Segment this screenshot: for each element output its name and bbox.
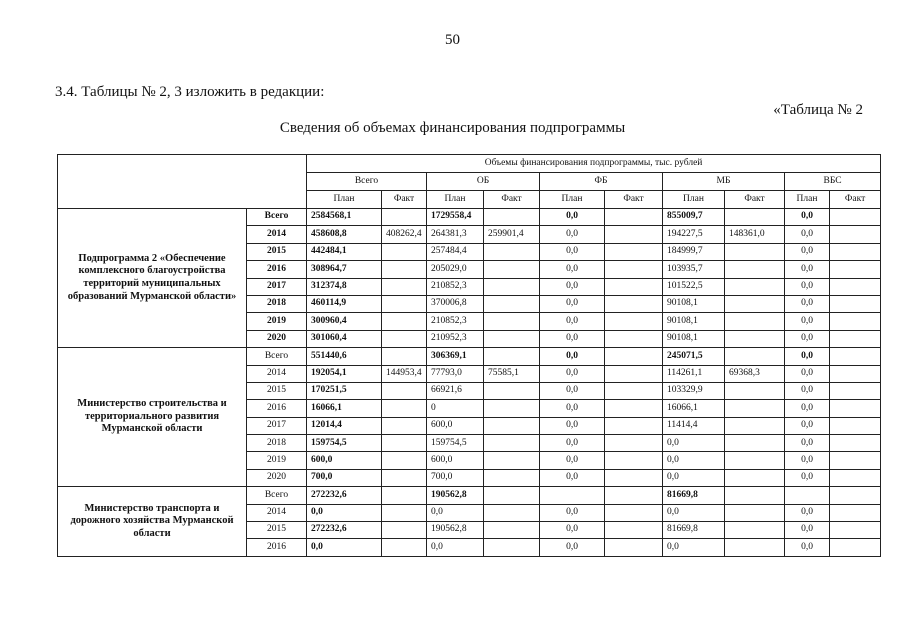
row-year: 2015 [247, 243, 307, 260]
table-cell: 184999,7 [663, 243, 725, 260]
table-cell: 0,0 [540, 209, 605, 226]
table-cell [382, 400, 427, 417]
table-cell [605, 209, 663, 226]
table-cell [830, 330, 881, 347]
table-cell: 0,0 [785, 522, 830, 539]
table-cell: 210852,3 [427, 278, 484, 295]
table-cell: 0,0 [540, 261, 605, 278]
page-number: 50 [445, 32, 460, 48]
row-year: 2017 [247, 278, 307, 295]
table-cell: 306369,1 [427, 348, 484, 365]
table-cell: 0,0 [663, 469, 725, 486]
table-cell: 0,0 [540, 504, 605, 521]
table-cell [605, 522, 663, 539]
table-cell: 0,0 [427, 504, 484, 521]
header-plan: План [785, 191, 830, 209]
table-cell [830, 435, 881, 452]
table-cell [484, 469, 540, 486]
table-cell: 205029,0 [427, 261, 484, 278]
row-year: Всего [247, 348, 307, 365]
table-cell: 600,0 [427, 417, 484, 434]
table-cell [605, 330, 663, 347]
table-cell [725, 417, 785, 434]
row-year: 2014 [247, 226, 307, 243]
row-year: 2019 [247, 313, 307, 330]
table-cell [382, 539, 427, 556]
table-cell: 0,0 [663, 504, 725, 521]
table-cell [830, 278, 881, 295]
table-cell [382, 522, 427, 539]
row-year: 2020 [247, 469, 307, 486]
table-cell [725, 522, 785, 539]
table-cell [725, 539, 785, 556]
table-cell [605, 278, 663, 295]
header-group-mb: МБ [663, 173, 785, 191]
table-cell: 0,0 [785, 295, 830, 312]
table-cell: 77793,0 [427, 365, 484, 382]
table-cell [605, 400, 663, 417]
table-cell: 442484,1 [307, 243, 382, 260]
table-cell [830, 348, 881, 365]
table-cell [484, 209, 540, 226]
table-cell [484, 504, 540, 521]
table-cell [605, 382, 663, 399]
table-cell: 2584568,1 [307, 209, 382, 226]
table-cell [725, 487, 785, 504]
table-cell: 103935,7 [663, 261, 725, 278]
header-group-vbs: ВБС [785, 173, 881, 191]
table-cell: 11414,4 [663, 417, 725, 434]
table-cell [830, 504, 881, 521]
header-main: Объемы финансирования подпрограммы, тыс. рублей [307, 155, 881, 173]
row-year: 2015 [247, 522, 307, 539]
table-cell: 0,0 [427, 539, 484, 556]
header-corner [58, 155, 307, 209]
table-cell: 75585,1 [484, 365, 540, 382]
table-cell: 0,0 [785, 226, 830, 243]
table-cell [605, 487, 663, 504]
table-cell: 192054,1 [307, 365, 382, 382]
table-cell: 272232,6 [307, 522, 382, 539]
table-cell: 700,0 [427, 469, 484, 486]
block-name: Министерство транспорта и дорожного хозяйства Мурманской области [58, 487, 247, 557]
table-cell: 190562,8 [427, 487, 484, 504]
table-cell: 0,0 [785, 400, 830, 417]
table-cell [830, 400, 881, 417]
table-cell: 1729558,4 [427, 209, 484, 226]
table-cell: 600,0 [307, 452, 382, 469]
row-year: 2016 [247, 539, 307, 556]
table-cell: 551440,6 [307, 348, 382, 365]
table-cell [484, 313, 540, 330]
table-cell [605, 435, 663, 452]
table-cell: 90108,1 [663, 295, 725, 312]
table-cell [382, 417, 427, 434]
table-cell: 700,0 [307, 469, 382, 486]
table-cell: 0,0 [540, 382, 605, 399]
table-cell: 0,0 [785, 209, 830, 226]
table-cell: 301060,4 [307, 330, 382, 347]
table-cell: 144953,4 [382, 365, 427, 382]
table-cell [605, 539, 663, 556]
table-cell [830, 382, 881, 399]
row-year: 2017 [247, 417, 307, 434]
row-year: 2020 [247, 330, 307, 347]
table-cell [484, 330, 540, 347]
table-cell: 408262,4 [382, 226, 427, 243]
table-cell: 194227,5 [663, 226, 725, 243]
table-cell: 312374,8 [307, 278, 382, 295]
table-cell: 0,0 [663, 435, 725, 452]
table-cell [725, 504, 785, 521]
table-cell [725, 330, 785, 347]
table-cell: 0,0 [540, 313, 605, 330]
table-cell: 0,0 [785, 261, 830, 278]
table-cell: 159754,5 [427, 435, 484, 452]
table-cell: 257484,4 [427, 243, 484, 260]
table-cell [830, 452, 881, 469]
table-cell: 458608,8 [307, 226, 382, 243]
header-fact: Факт [382, 191, 427, 209]
table-cell [725, 243, 785, 260]
table-cell [605, 452, 663, 469]
table-cell: 855009,7 [663, 209, 725, 226]
row-year: 2014 [247, 365, 307, 382]
table-cell [605, 313, 663, 330]
header-plan: План [427, 191, 484, 209]
document-title: Сведения об объемах финансирования подпрограммы [279, 120, 626, 136]
row-year: 2018 [247, 435, 307, 452]
table-cell: 272232,6 [307, 487, 382, 504]
table-cell [725, 400, 785, 417]
table-cell [484, 261, 540, 278]
table-cell: 0,0 [785, 278, 830, 295]
row-year: 2018 [247, 295, 307, 312]
table-cell [382, 278, 427, 295]
row-year: Всего [247, 487, 307, 504]
table-cell [830, 487, 881, 504]
table-cell [484, 452, 540, 469]
table-cell: 0,0 [785, 243, 830, 260]
table-cell: 81669,8 [663, 522, 725, 539]
table-cell: 370006,8 [427, 295, 484, 312]
table-cell [605, 365, 663, 382]
header-group-ob: ОБ [427, 173, 540, 191]
table-cell: 66921,6 [427, 382, 484, 399]
table-cell [605, 295, 663, 312]
table-cell: 12014,4 [307, 417, 382, 434]
table-cell [830, 226, 881, 243]
table-cell [725, 469, 785, 486]
block-name: Министерство строительства и территориального развития Мурманской области [58, 348, 247, 487]
table-cell [605, 261, 663, 278]
table-cell: 81669,8 [663, 487, 725, 504]
table-cell [382, 330, 427, 347]
table-cell [484, 435, 540, 452]
financing-table [57, 154, 881, 557]
table-cell [484, 243, 540, 260]
header-group-fb: ФБ [540, 173, 663, 191]
table-cell [605, 504, 663, 521]
table-cell: 0,0 [307, 504, 382, 521]
table-cell [382, 348, 427, 365]
table-cell: 0,0 [785, 539, 830, 556]
table-cell [382, 295, 427, 312]
block-name: Подпрограмма 2 «Обеспечение комплексного благоустройства территорий муниципальных образований Мурманской области» [58, 209, 247, 348]
table-cell: 170251,5 [307, 382, 382, 399]
table-row [58, 487, 881, 504]
table-cell [725, 209, 785, 226]
table-cell: 90108,1 [663, 330, 725, 347]
header-fact: Факт [830, 191, 881, 209]
table-cell [540, 487, 605, 504]
table-cell: 264381,3 [427, 226, 484, 243]
table-cell [382, 209, 427, 226]
table-cell: 0,0 [540, 278, 605, 295]
header-plan: План [540, 191, 605, 209]
table-cell: 159754,5 [307, 435, 382, 452]
table-cell: 114261,1 [663, 365, 725, 382]
table-cell [382, 487, 427, 504]
row-year: Всего [247, 209, 307, 226]
table-cell [605, 417, 663, 434]
table-cell [484, 295, 540, 312]
table-cell: 0,0 [785, 382, 830, 399]
table-cell: 210952,3 [427, 330, 484, 347]
table-cell [605, 226, 663, 243]
table-cell [484, 539, 540, 556]
header-plan: План [307, 191, 382, 209]
table-cell [605, 243, 663, 260]
table-cell: 0,0 [785, 452, 830, 469]
table-row [58, 348, 881, 365]
table-cell [830, 295, 881, 312]
table-cell [605, 469, 663, 486]
row-year: 2014 [247, 504, 307, 521]
table-cell [830, 243, 881, 260]
table-cell: 0,0 [307, 539, 382, 556]
table-cell: 0,0 [785, 330, 830, 347]
table-cell [484, 348, 540, 365]
table-cell [382, 261, 427, 278]
table-cell [830, 522, 881, 539]
table-cell: 210852,3 [427, 313, 484, 330]
table-cell: 0,0 [540, 243, 605, 260]
table-cell: 0,0 [540, 348, 605, 365]
table-cell: 16066,1 [663, 400, 725, 417]
table-cell [830, 209, 881, 226]
table-cell: 0,0 [540, 435, 605, 452]
table-cell: 0,0 [540, 417, 605, 434]
table-cell [830, 469, 881, 486]
table-cell [484, 417, 540, 434]
table-cell: 0,0 [785, 417, 830, 434]
table-cell: 0,0 [785, 313, 830, 330]
table-cell [785, 487, 830, 504]
row-year: 2016 [247, 400, 307, 417]
table-cell: 0,0 [540, 539, 605, 556]
table-cell: 245071,5 [663, 348, 725, 365]
table-cell [605, 348, 663, 365]
table-cell: 0,0 [540, 400, 605, 417]
table-cell [830, 261, 881, 278]
table-cell [830, 417, 881, 434]
header-fact: Факт [605, 191, 663, 209]
table-cell: 16066,1 [307, 400, 382, 417]
table-cell [382, 243, 427, 260]
table-cell: 0,0 [785, 365, 830, 382]
table-cell [725, 452, 785, 469]
table-cell: 101522,5 [663, 278, 725, 295]
row-year: 2019 [247, 452, 307, 469]
table-cell: 0,0 [785, 504, 830, 521]
table-cell: 0 [427, 400, 484, 417]
table-cell [484, 278, 540, 295]
table-cell [830, 313, 881, 330]
header-group-total: Всего [307, 173, 427, 191]
header-fact: Факт [725, 191, 785, 209]
table-cell [382, 452, 427, 469]
table-cell [484, 522, 540, 539]
table-label: «Таблица № 2 [773, 102, 863, 118]
row-year: 2016 [247, 261, 307, 278]
table-cell [484, 487, 540, 504]
table-cell: 259901,4 [484, 226, 540, 243]
table-cell: 0,0 [540, 365, 605, 382]
section-heading: 3.4. Таблицы № 2, 3 изложить в редакции: [55, 84, 325, 100]
table-cell [382, 313, 427, 330]
table-cell: 0,0 [663, 539, 725, 556]
table-cell: 0,0 [785, 435, 830, 452]
table-cell: 460114,9 [307, 295, 382, 312]
table-cell: 600,0 [427, 452, 484, 469]
table-cell [382, 469, 427, 486]
table-cell: 0,0 [785, 348, 830, 365]
table-cell [484, 400, 540, 417]
table-cell [830, 365, 881, 382]
table-cell: 0,0 [540, 469, 605, 486]
table-cell [382, 435, 427, 452]
table-cell [725, 278, 785, 295]
row-year: 2015 [247, 382, 307, 399]
table-cell: 0,0 [540, 226, 605, 243]
table-cell [484, 382, 540, 399]
table-cell [382, 382, 427, 399]
table-cell: 190562,8 [427, 522, 484, 539]
table-cell [725, 313, 785, 330]
table-cell: 0,0 [540, 330, 605, 347]
table-cell [725, 382, 785, 399]
table-cell: 69368,3 [725, 365, 785, 382]
table-cell: 90108,1 [663, 313, 725, 330]
table-cell: 300960,4 [307, 313, 382, 330]
table-cell [725, 348, 785, 365]
table-cell: 308964,7 [307, 261, 382, 278]
table-cell: 0,0 [540, 452, 605, 469]
table-cell: 0,0 [663, 452, 725, 469]
table-cell: 0,0 [785, 469, 830, 486]
table-cell: 0,0 [540, 522, 605, 539]
table-cell [382, 504, 427, 521]
header-fact: Факт [484, 191, 540, 209]
table-cell [725, 261, 785, 278]
table-cell [725, 295, 785, 312]
table-cell: 0,0 [540, 295, 605, 312]
table-cell: 103329,9 [663, 382, 725, 399]
table-cell [725, 435, 785, 452]
table-cell: 148361,0 [725, 226, 785, 243]
header-plan: План [663, 191, 725, 209]
table-row [58, 209, 881, 226]
table-cell [830, 539, 881, 556]
